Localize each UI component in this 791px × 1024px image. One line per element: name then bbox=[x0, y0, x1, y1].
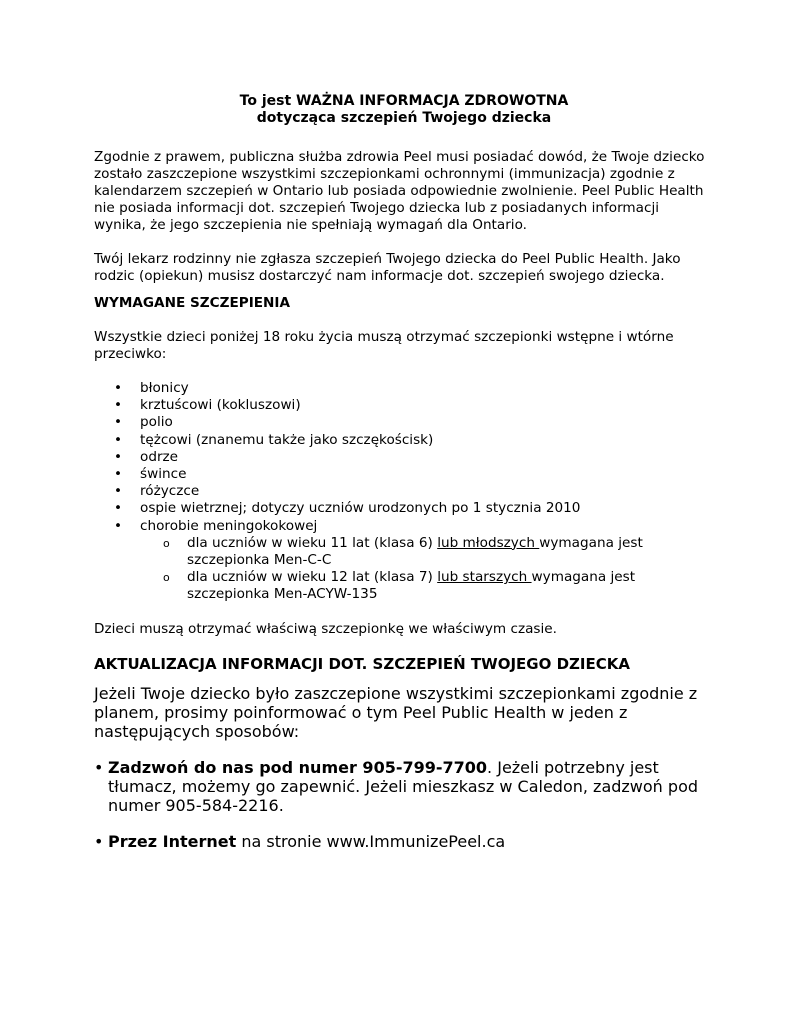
intro-paragraph-1: Zgodnie z prawem, publiczna służba zdrowia Peel musi posiadać dowód, że Twoje dziecko zostało zaszczepione wszystkimi szczepionkami ochronnymi (immunizacja) zgodnie z kalendarzem szczepień w Ontario lub posiada odpowiednie zwolnienie. Peel Public Health nie posiada informacji dot. szczepień Twojego dziecka lub z posiadanych informacji wynika, że jego szczepienia nie spełniają wymagań dla Ontario. bbox=[94, 149, 705, 233]
required-closing: Dzieci muszą otrzymać właściwą szczepionkę we właściwym czasie. bbox=[94, 620, 557, 637]
document-page bbox=[94, 93, 714, 851]
bullet-icon: • bbox=[114, 414, 123, 431]
bullet-icon: • bbox=[114, 517, 123, 534]
update-heading: AKTUALIZACJA INFORMACJI DOT. SZCZEPIEŃ TWOJEGO DZIECKA bbox=[94, 654, 630, 673]
meningococcal-sub-list bbox=[140, 535, 714, 604]
call-option-text: . Jeżeli potrzebny jest tłumacz, możemy go zapewnić. Jeżeli mieszkasz w Caledon, zadzwoń pod numer 905-584-2216. bbox=[108, 757, 699, 815]
call-option bbox=[94, 758, 714, 815]
list-item-label: polio bbox=[140, 414, 173, 431]
title-line-2: dotycząca szczepień Twojego dziecka bbox=[256, 110, 552, 126]
bullet-icon: • bbox=[114, 380, 123, 396]
title-line-1: To jest WAŻNA INFORMACJA ZDROWOTNA bbox=[239, 93, 569, 109]
document-title bbox=[94, 93, 714, 127]
sub-item-text-end: wymagana jest szczepionka Men-C-C bbox=[187, 534, 643, 569]
list-item-label: błonicy bbox=[140, 380, 189, 396]
list-item-label: chorobie meningokokowej bbox=[140, 517, 318, 534]
bullet-icon: • bbox=[94, 831, 104, 851]
sub-item-text-end: wymagana jest szczepionka Men-ACYW-135 bbox=[187, 569, 636, 603]
sub-list-item bbox=[94, 535, 714, 569]
sub-item-underlined: lub starszych bbox=[437, 569, 532, 586]
internet-option bbox=[94, 832, 714, 851]
bullet-icon: • bbox=[114, 500, 123, 517]
internet-option-text: na stronie www.ImmunizePeel.ca bbox=[236, 831, 506, 851]
list-item bbox=[94, 397, 714, 414]
list-item bbox=[94, 483, 714, 500]
call-option-bold: Zadzwoń do nas pod numer 905-799-7700 bbox=[108, 757, 488, 777]
vaccine-list bbox=[94, 380, 714, 604]
list-item bbox=[94, 518, 714, 604]
bullet-icon: • bbox=[114, 483, 123, 500]
sub-item-text: dla uczniów w wieku 11 lat (klasa 6) bbox=[187, 534, 438, 551]
update-lead: Jeżeli Twoje dziecko było zaszczepione wszystkimi szczepionkami zgodnie z planem, prosimy poinformować o tym Peel Public Health w jeden z następujących sposobów: bbox=[94, 683, 698, 741]
bullet-icon: • bbox=[114, 448, 123, 465]
internet-option-bold: Przez Internet bbox=[108, 831, 237, 851]
list-item bbox=[94, 414, 714, 431]
sub-list-item bbox=[94, 569, 714, 603]
sub-item-underlined: lub młodszych bbox=[437, 534, 540, 551]
circle-bullet-icon: o bbox=[163, 571, 170, 585]
list-item bbox=[94, 466, 714, 483]
list-item-label: różyczce bbox=[140, 483, 200, 500]
bullet-icon: • bbox=[114, 466, 123, 483]
circle-bullet-icon: o bbox=[163, 536, 170, 550]
list-item bbox=[94, 380, 714, 397]
list-item-label: ospie wietrznej; dotyczy uczniów urodzonych po 1 stycznia 2010 bbox=[140, 500, 581, 517]
intro-paragraph-2: Twój lekarz rodzinny nie zgłasza szczepień Twojego dziecka do Peel Public Health. Jako rodzic (opiekun) musisz dostarczyć nam informacje dot. szczepień swojego dziecka. bbox=[94, 251, 681, 284]
list-item-label: odrze bbox=[140, 448, 179, 465]
list-item bbox=[94, 500, 714, 517]
required-lead: Wszystkie dzieci poniżej 18 roku życia muszą otrzymać szczepionki wstępne i wtórne przeciwko: bbox=[94, 329, 674, 362]
list-item-label: tężcowi (znanemu także jako szczękościsk) bbox=[140, 431, 434, 448]
sub-item-text: dla uczniów w wieku 12 lat (klasa 7) bbox=[187, 569, 438, 586]
list-item-label: śwince bbox=[140, 466, 187, 483]
list-item bbox=[94, 449, 714, 466]
list-item-label: krztuścowi (kokluszowi) bbox=[140, 397, 301, 414]
bullet-icon: • bbox=[114, 397, 123, 414]
list-item bbox=[94, 432, 714, 449]
required-vaccinations-heading: WYMAGANE SZCZEPIENIA bbox=[94, 295, 290, 311]
bullet-icon: • bbox=[94, 757, 104, 777]
bullet-icon: • bbox=[114, 431, 123, 448]
